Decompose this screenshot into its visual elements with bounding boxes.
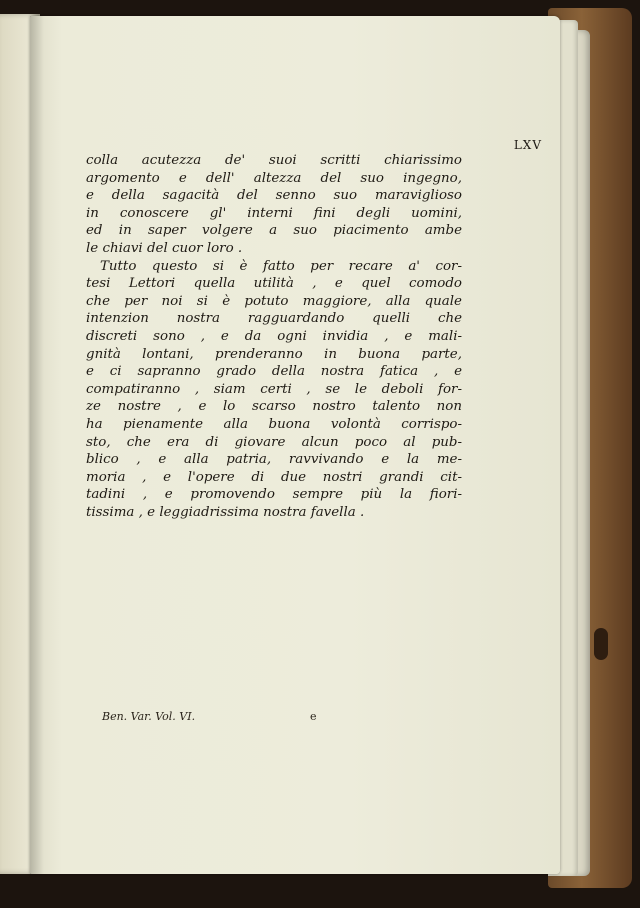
text-line: discreti sono , e da ogni invidia , e mali- [86, 328, 462, 344]
text-line: in conoscere gl' interni fini degli uomini, [86, 205, 462, 221]
text-line: e della sagacità del senno suo maraviglioso [86, 188, 462, 204]
text-line: che per noi si è potuto maggiore, alla quale [86, 293, 462, 309]
text-line: tesi Lettori quella utilità , e quel comodo [86, 276, 462, 292]
page-number: LXV [513, 138, 542, 152]
text-line: argomento e dell' altezza del suo ingegno, [86, 170, 462, 186]
book-page [30, 16, 560, 874]
text-line: tissima , e leggiadrissima nostra favella . [86, 504, 365, 520]
gathering-mark: e [310, 710, 317, 723]
text-line: ha pienamente alla buona volontà corrispo- [86, 416, 462, 432]
cover-stain [594, 628, 608, 660]
text-line: le chiavi del cuor loro . [86, 240, 243, 256]
signature-mark: Ben. Var. Vol. VI. [102, 710, 196, 723]
gutter-shadow [30, 16, 44, 874]
text-line: moria , e l'opere di due nostri grandi cit- [86, 469, 462, 485]
text-line: ed in saper volgere a suo piacimento ambe [86, 223, 462, 239]
text-line: intenzion nostra ragguardando quelli che [86, 311, 462, 327]
text-line: sto, che era di giovare alcun poco al pub- [86, 434, 462, 450]
text-line: blico , e alla patria, ravvivando e la me- [86, 452, 462, 468]
body-text [86, 152, 462, 521]
text-line: ze nostre , e lo scarso nostro talento non [86, 399, 462, 415]
text-line: gnità lontani, prenderanno in buona parte, [86, 346, 462, 362]
text-line: colla acutezza de' suoi scritti chiarissimo [86, 153, 462, 168]
text-line: compatiranno , siam certi , se le deboli for- [86, 381, 462, 397]
text-line: Tutto questo si è fatto per recare a' cor- [100, 258, 462, 274]
text-line: tadini , e promovendo sempre più la fiori- [86, 487, 462, 503]
text-line: e ci sapranno grado della nostra fatica , e [86, 364, 462, 380]
